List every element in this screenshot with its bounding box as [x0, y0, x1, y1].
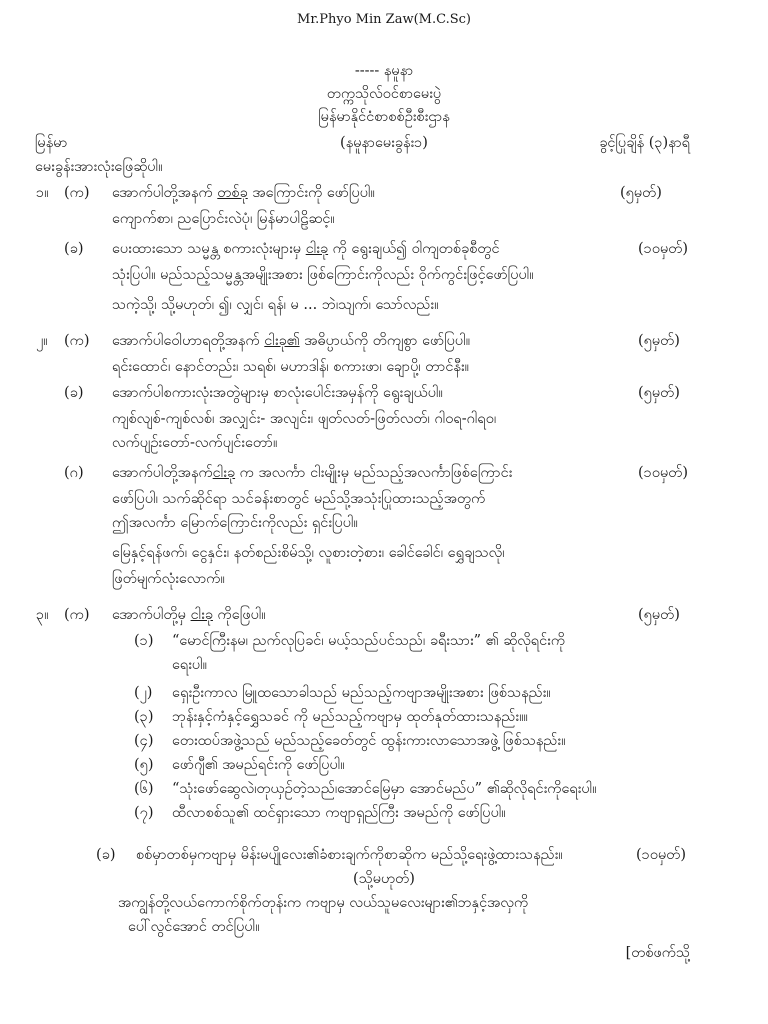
q1b-underlined: ငါးခု	[305, 241, 329, 257]
q1a-options: ကျောက်စာ၊ ညပြောင်းလဲပုံ၊ မြန်မာပါဠိဆင့်။	[112, 211, 335, 227]
q2a-label: (က)	[64, 333, 90, 349]
q1a-text	[112, 184, 375, 202]
q2a-text	[112, 332, 470, 350]
q3-item-label: (၃)	[134, 709, 154, 725]
q3-item-text: ဖော်ဂျီ၏ အမည်ရင်းကို ဖော်ပြပါ။	[172, 757, 345, 773]
q3b-line3: ပေါ်လွင်အောင် တင်ပြပါ။	[128, 919, 260, 935]
q1b-label: (ခ)	[64, 241, 84, 257]
q1b-line1-pre: ပေးထားသော သမ္မန္တ စကားလုံးများမှ	[112, 241, 306, 257]
q3-item-label: (၁)	[134, 633, 154, 649]
paper-number: (နမူနာမေးခွန်း၁)	[340, 135, 428, 151]
q2c-line1	[112, 464, 512, 482]
q3a-marks: (၅မှတ်)	[638, 607, 680, 623]
or-separator: (သို့မဟုတ်)	[353, 871, 415, 887]
q2c-line4: မြေနှင့်ရန်ဖက်၊ ငွေနှင်း၊ နတ်စည်းစိမ်သို့၊ လူစားတဲ့စား၊ ခေါင်ခေါင်၊ ရွှေချသလို၊	[112, 545, 505, 561]
q3a-text-pre: အောက်ပါတို့မှ	[112, 607, 191, 623]
q3-item-text: တေးထပ်အဖွဲ့သည် မည်သည့်ခေတ်တွင် ထွန်းကားလာသောအဖွဲ့ ဖြစ်သနည်း။	[172, 733, 566, 749]
q2b-line1: အောက်ပါစကားလုံးအတွဲများမှ စာလုံးပေါင်းအမှန်ကို ရွေးချယ်ပါ။	[112, 385, 443, 401]
q3b-marks: (၁၀မှတ်)	[636, 847, 687, 863]
q2c-line2: ဖော်ပြပါ၊ သက်ဆိုင်ရာ သင်ခန်းစာတွင် မည်သို့အသုံးပြုထားသည့်အတွက်	[112, 491, 486, 507]
q2a-text-pre: အောက်ပါဝေါဟာရတို့အနက်	[112, 333, 265, 349]
subject-label: မြန်မာ	[35, 135, 68, 151]
q2c-underlined: ငါးခု	[212, 465, 236, 481]
q3-number: ၃။	[36, 607, 49, 623]
q1b-line2: သုံးပြပါ။ မည်သည့်သမ္မန္တအမျိုးအစား ဖြစ်ကြောင်းကိုလည်း ဝိုက်ကွင်းဖြင့်ဖော်ပြပါ။	[112, 267, 534, 283]
q2c-line5: ဖြတ်မျက်လုံးလောက်။	[112, 571, 225, 587]
q3-item-label: (၅)	[134, 757, 154, 773]
q1a-marks: (၅မှတ်)	[620, 185, 662, 201]
q2a-options: ရင်းထောင်၊ နောင်တည်း၊ သရစ်၊ မဟာဒါန်၊ စကားဖာ၊ ချောပို့၊ တာင်နီး။	[112, 359, 469, 375]
q3a-underlined: ငါးခု	[190, 607, 213, 623]
q2c-line1-pre: အောက်ပါတို့အနက်	[112, 465, 213, 481]
q3-item-label: (၆)	[134, 781, 154, 797]
q2c-marks: (၁၀မှတ်)	[638, 465, 689, 481]
q1b-line1-post: ကို ရွေးချယ်၍ ဝါကျတစ်ခုစီတွင်	[328, 241, 500, 257]
q2b-marks: (၅မှတ်)	[638, 385, 680, 401]
q3a-label: (က)	[64, 607, 90, 623]
q3-item-label: (၂)	[134, 685, 153, 701]
q1-number: ၁။	[36, 185, 49, 201]
q2a-marks: (၅မှတ်)	[638, 333, 680, 349]
q3a-text-post: ကိုဖြေပါ။	[212, 607, 266, 623]
q3b-line2: အကျွန်တို့လယ်ကောက်စိုက်တုန်းက ကဗျာမှ လယ်သူမလေးများ၏ဘနှင့်အလှကို	[118, 895, 529, 911]
q3-item-label: (၄)	[134, 733, 154, 749]
q1a-text-post: အကြောင်းကို ဖော်ပြပါ။	[247, 185, 375, 201]
q2c-label: (ဂ)	[64, 465, 84, 481]
q3a-text	[112, 606, 266, 624]
q3-item-label: (၇)	[134, 805, 154, 821]
q2a-text-post: အဓိပ္ပာယ်ကို တိကျစွာ ဖော်ပြပါ။	[299, 333, 471, 349]
q2b-line2: ကျစ်လျစ်-ကျစ်လစ်၊ အလျှင်း- အလျင်း၊ ဖျတ်လတ်-ဖြတ်လတ်၊ ဂါဝရ-ဂါရဝ၊	[112, 411, 497, 427]
q2-number: ၂။	[36, 333, 48, 349]
q3-item-text: ရေးပါ။	[172, 657, 208, 673]
q2c-line1-post: က အလင်္ကာ ငါးမျိုးမှ မည်သည့်အလင်္ကာဖြစ်ကြောင်း	[235, 465, 513, 481]
continue-overleaf: [တစ်ဖက်သို့	[625, 945, 690, 961]
exam-title: တက္ကသိုလ်ဝင်စာမေးပွဲ	[326, 86, 442, 102]
department-title: မြန်မာနိုင်ငံစာစစ်ဦးစီးဌာန	[318, 109, 450, 125]
author-line: Mr.Phyo Min Zaw(M.C.Sc)	[297, 12, 471, 27]
q3-item-text: “မောင်ကြီးနမ၊ ညက်လုပြခင်၊ မယ့်သည်ပင်သည်၊ ခရီးသား” ၏ ဆိုလိုရင်းကို	[172, 633, 566, 649]
time-allowed: ခွင့်ပြုချိန် (၃)နာရီ	[599, 135, 690, 151]
q1b-line1	[112, 240, 500, 258]
sample-title: ----- နမူနာ	[354, 63, 414, 79]
q3-item-text: ထီလာစစ်သူ၏ ထင်ရှားသော ကဗျာရှည်ကြီး အမည်ကို ဖော်ပြပါ။	[172, 805, 506, 821]
q1b-line3: သကဲ့သို့၊ သို့မဟုတ်၊ ၍၊ လျှင်၊ ရန်၊ မ ... ဘဲ၊သျက်၊ သော်လည်း။	[112, 297, 439, 313]
q1b-marks: (၁၀မှတ်)	[638, 241, 689, 257]
q3-item-text: ဘုန်းနှင့်ကံနှင့်ရွှေသခင် ကို မည်သည့်ကဗျာမှ ထုတ်နုတ်ထားသနည်း။။	[172, 709, 528, 725]
instruction: မေးခွန်းအားလုံးဖြေဆိုပါ။	[35, 159, 163, 175]
q2c-line3: ဤအလင်္ကာ မြောက်ကြောင်းကိုလည်း ရှင်းပြပါ။	[112, 515, 358, 531]
q3-item-text: “သုံးဖော်ဆွေလဲ၊တုယှဉ်တဲ့သည်၊အောင်မြေမှာ အောင်မည်ပ” ၏ဆိုလိုရင်းကိုရေးပါ။	[172, 781, 597, 797]
q3b-line1: စစ်မှာတစ်မှကဗျာမှ မိန်းမပျိုလေး၏ခံစားချက်ကိုစာဆိုက မည်သို့ရေးဖွဲ့ထားသနည်း။	[136, 847, 563, 863]
q3-item-text: ရှေးဦးကာလ မြူထသောခါသည် မည်သည့်ကဗျာအမျိုးအစား ဖြစ်သနည်း။	[172, 685, 551, 701]
q2b-label: (ခ)	[64, 385, 84, 401]
q3b-label: (ခ)	[96, 847, 116, 863]
q1a-underlined: တစ်ခု	[217, 185, 248, 201]
q1a-label: (က)	[64, 185, 90, 201]
q1a-text-pre: အောက်ပါတို့အနက်	[112, 185, 218, 201]
q2b-line3: လက်ပျဉ်းတော်-လက်ပျင်းတော်။	[112, 435, 278, 451]
q2a-underlined: ငါးခု၏	[264, 333, 300, 349]
